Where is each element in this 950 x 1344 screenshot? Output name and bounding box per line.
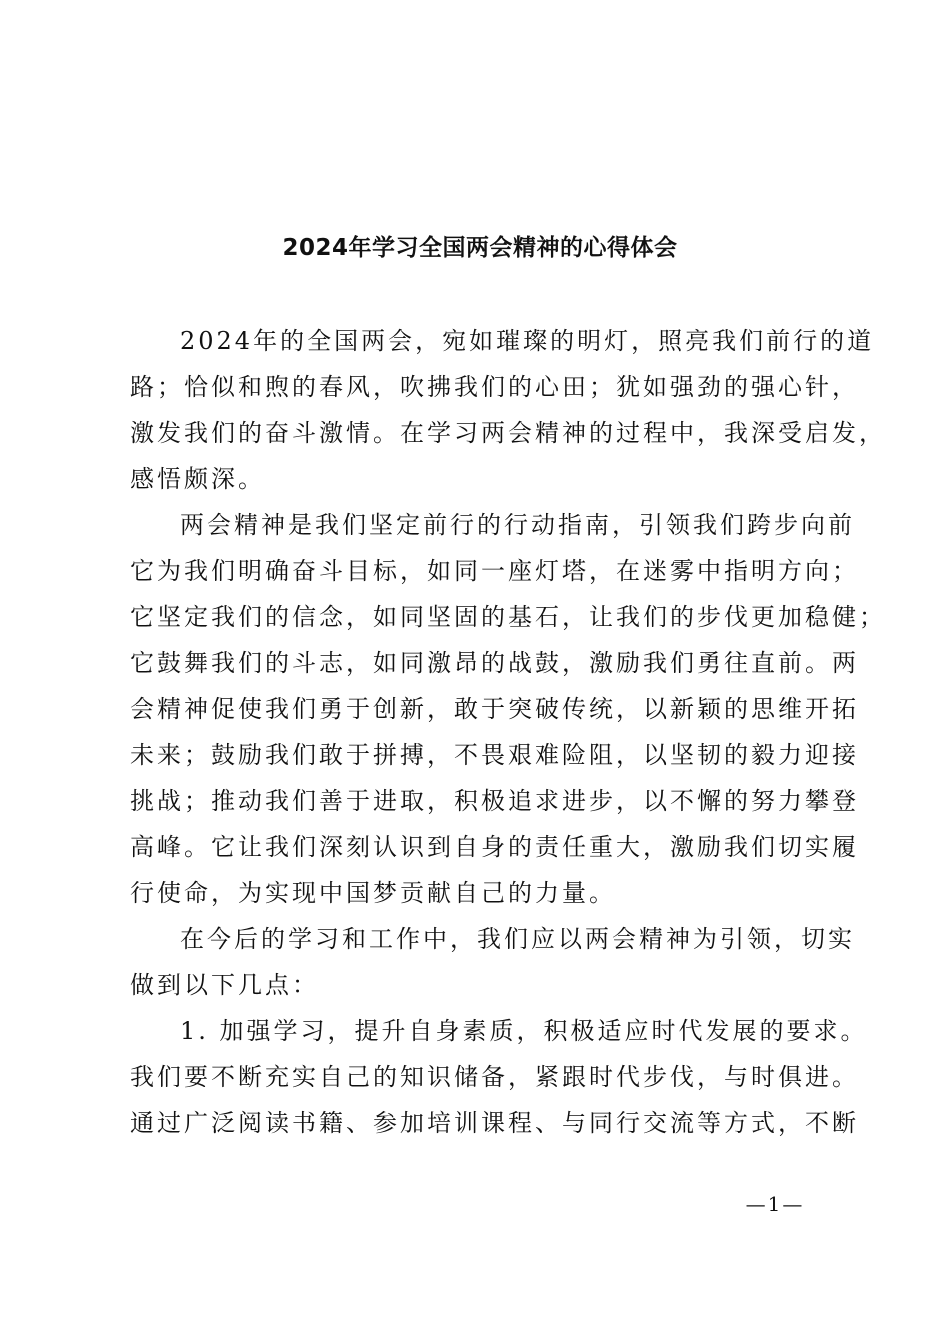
- paragraph-2: [130, 502, 886, 916]
- text-line: 它鼓舞我们的斗志，如同激昂的战鼓，激励我们勇往直前。两: [130, 649, 859, 677]
- text-line: 做到以下几点：: [130, 971, 319, 999]
- document-body: [130, 318, 886, 1146]
- text-line: 两会精神是我们坚定前行的行动指南，引领我们跨步向前: [180, 511, 855, 539]
- text-line: 未来；鼓励我们敢于拼搏，不畏艰难险阻，以坚韧的毅力迎接: [130, 741, 859, 769]
- text-line: 激发我们的奋斗激情。在学习两会精神的过程中，我深受启发，: [130, 419, 886, 447]
- text-line: 感悟颇深。: [130, 465, 265, 493]
- text-line: 在今后的学习和工作中，我们应以两会精神为引领，切实: [180, 925, 855, 953]
- text-line: 通过广泛阅读书籍、参加培训课程、与同行交流等方式，不断: [130, 1109, 859, 1137]
- text-line: 1. 加强学习，提升自身素质，积极适应时代发展的要求。: [180, 1017, 868, 1045]
- text-line: 高峰。它让我们深刻认识到自身的责任重大，激励我们切实履: [130, 833, 859, 861]
- text-line: 行使命，为实现中国梦贡献自己的力量。: [130, 879, 616, 907]
- document-title: 2024年学习全国两会精神的心得体会: [282, 235, 678, 261]
- text-line: 它坚定我们的信念，如同坚固的基石，让我们的步伐更加稳健；: [130, 603, 886, 631]
- text-line: 会精神促使我们勇于创新，敢于突破传统，以新颖的思维开拓: [130, 695, 859, 723]
- text-line: 挑战；推动我们善于进取，积极追求进步，以不懈的努力攀登: [130, 787, 859, 815]
- paragraph-3: [130, 916, 855, 1008]
- text-line: 路；恰似和煦的春风，吹拂我们的心田；犹如强劲的强心针，: [130, 373, 859, 401]
- paragraph-4: [130, 1008, 868, 1146]
- paragraph-1: [130, 318, 886, 502]
- text-line: 我们要不断充实自己的知识储备，紧跟时代步伐，与时俱进。: [130, 1063, 859, 1091]
- text-line: 它为我们明确奋斗目标，如同一座灯塔，在迷雾中指明方向；: [130, 557, 859, 585]
- text-line: 2024年的全国两会，宛如璀璨的明灯，照亮我们前行的道: [180, 327, 875, 355]
- page-number: —1—: [745, 1192, 805, 1216]
